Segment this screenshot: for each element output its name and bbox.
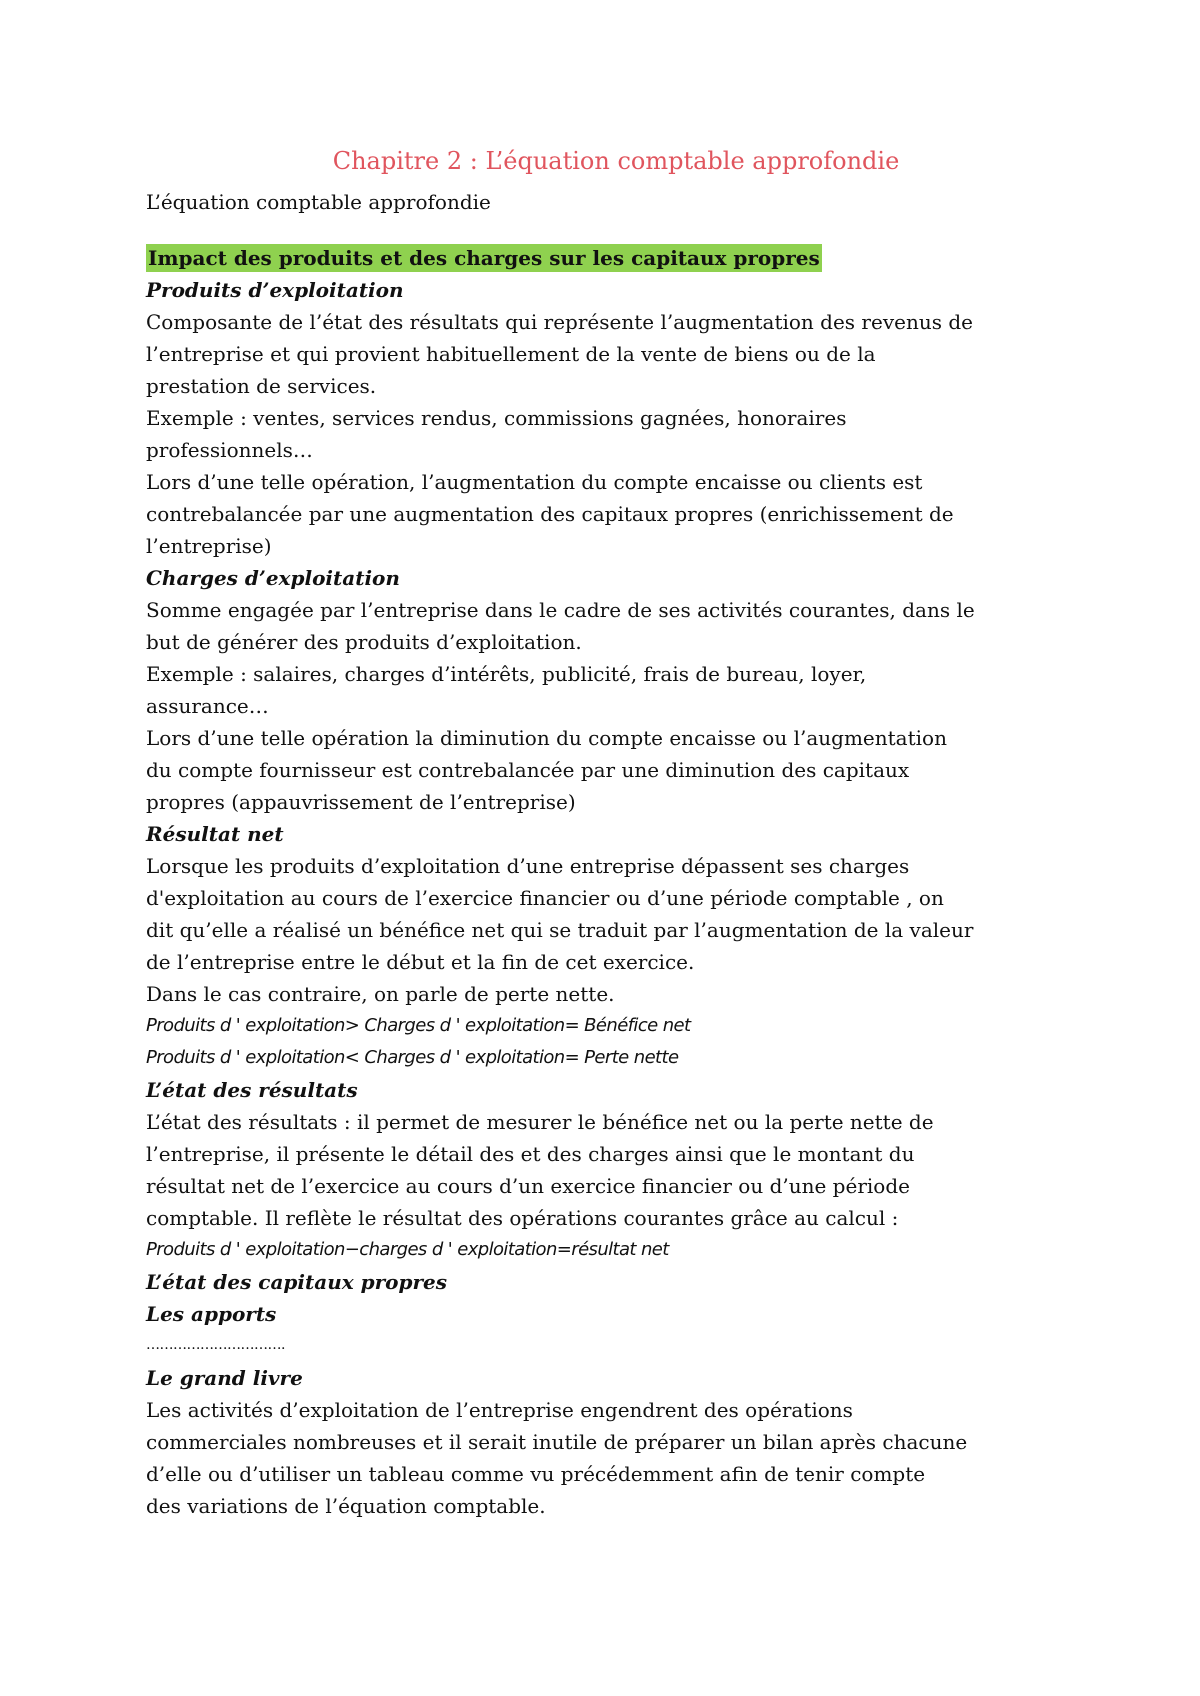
placeholder-dots: …………………………. [146, 1337, 285, 1353]
paragraph-line: Lors d’une telle opération la diminution du compte encaisse ou l’augmentation [146, 726, 947, 750]
paragraph-line: prestation de services. [146, 374, 377, 398]
heading-charges: Charges d’exploitation [146, 566, 400, 590]
paragraph-line: résultat net de l’exercice au cours d’un exercice financier ou d’une période [146, 1174, 910, 1198]
paragraph-line: Exemple : salaires, charges d’intérêts, publicité, frais de bureau, loyer, [146, 662, 867, 686]
paragraph-line: professionnels… [146, 438, 313, 462]
paragraph-line: des variations de l’équation comptable. [146, 1494, 546, 1518]
section-heading-highlighted: Impact des produits et des charges sur les capitaux propres [148, 246, 820, 270]
paragraph-line: du compte fournisseur est contrebalancée par une diminution des capitaux [146, 758, 910, 782]
document-content [146, 140, 1086, 1522]
paragraph-line: but de générer des produits d’exploitation. [146, 630, 582, 654]
paragraph-line: Lors d’une telle opération, l’augmentation du compte encaisse ou clients est [146, 470, 923, 494]
paragraph-line: contrebalancée par une augmentation des capitaux propres (enrichissement de [146, 502, 954, 526]
heading-resultat-net: Résultat net [146, 822, 284, 846]
paragraph-line: l’entreprise et qui provient habituellement de la vente de biens ou de la [146, 342, 876, 366]
paragraph-line: Exemple : ventes, services rendus, commissions gagnées, honoraires [146, 406, 847, 430]
heading-apports: Les apports [146, 1302, 277, 1326]
formula-benefice: Produits d ' exploitation> Charges d ' exploitation= Bénéfice net [146, 1015, 691, 1036]
paragraph-line: Somme engagée par l’entreprise dans le cadre de ses activités courantes, dans le [146, 598, 975, 622]
paragraph-line: d’elle ou d’utiliser un tableau comme vu précédemment afin de tenir compte [146, 1462, 926, 1486]
paragraph-line: dit qu’elle a réalisé un bénéfice net qui se traduit par l’augmentation de la valeur [146, 918, 974, 942]
subtitle: L’équation comptable approfondie [146, 190, 491, 214]
paragraph-line: d'exploitation au cours de l’exercice financier ou d’une période comptable , on [146, 886, 944, 910]
paragraph-line: Lorsque les produits d’exploitation d’une entreprise dépassent ses charges [146, 854, 910, 878]
paragraph-line: propres (appauvrissement de l’entreprise) [146, 790, 576, 814]
formula-resultat-net: Produits d ' exploitation−charges d ' exploitation=résultat net [146, 1239, 669, 1260]
paragraph-line: de l’entreprise entre le début et la fin de cet exercice. [146, 950, 695, 974]
paragraph-line: Dans le cas contraire, on parle de perte nette. [146, 982, 615, 1006]
paragraph-line: assurance… [146, 694, 269, 718]
paragraph-line: l’entreprise) [146, 534, 272, 558]
paragraph-line: commerciales nombreuses et il serait inutile de préparer un bilan après chacune [146, 1430, 968, 1454]
heading-etat-resultats: L’état des résultats [146, 1078, 358, 1102]
heading-grand-livre: Le grand livre [146, 1366, 303, 1390]
paragraph-line: comptable. Il reflète le résultat des opérations courantes grâce au calcul : [146, 1206, 899, 1230]
paragraph-line: L’état des résultats : il permet de mesurer le bénéfice net ou la perte nette de [146, 1110, 934, 1134]
heading-etat-capitaux: L’état des capitaux propres [146, 1270, 447, 1294]
paragraph-line: Composante de l’état des résultats qui représente l’augmentation des revenus de [146, 310, 973, 334]
paragraph-line: Les activités d’exploitation de l’entreprise engendrent des opérations [146, 1398, 853, 1422]
paragraph-line: l’entreprise, il présente le détail des et des charges ainsi que le montant du [146, 1142, 915, 1166]
formula-perte: Produits d ' exploitation< Charges d ' exploitation= Perte nette [146, 1047, 679, 1068]
heading-produits: Produits d’exploitation [146, 278, 404, 302]
chapter-title: Chapitre 2 : L’équation comptable approfondie [332, 147, 900, 175]
